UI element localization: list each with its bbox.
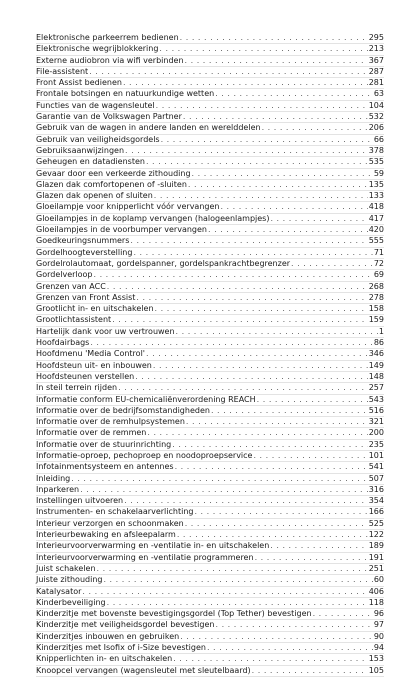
index-entry[interactable] <box>36 236 384 247</box>
dot-leader <box>215 620 372 630</box>
entry-label: Hoofdsteun uit- en inbouwen <box>36 360 152 370</box>
index-entry[interactable] <box>36 101 384 112</box>
entry-label: Gordelverloop <box>36 270 93 280</box>
dot-leader <box>107 598 368 608</box>
entry-label: Functies van de wagensleutel <box>36 100 155 110</box>
index-entry[interactable] <box>36 587 384 598</box>
dot-leader <box>194 507 367 517</box>
entry-label: Informatie over de remmen <box>36 428 147 438</box>
dot-leader <box>154 191 368 201</box>
entry-page: 257 <box>368 383 384 393</box>
index-entry[interactable] <box>36 169 384 180</box>
dot-leader <box>125 146 368 156</box>
entry-label: Elektronische wegrijblokkering <box>36 44 159 54</box>
dot-leader <box>257 395 368 405</box>
entry-label: Glazen dak openen of sluiten <box>36 191 153 201</box>
index-entry[interactable] <box>36 440 384 451</box>
entry-label: Interieur verzorgen en schoonmaken <box>36 518 184 528</box>
index-entry[interactable] <box>36 372 384 383</box>
index-entry[interactable] <box>36 643 384 654</box>
dot-leader <box>112 315 368 325</box>
entry-label: Frontale botsingen en natuurkundige wetten <box>36 89 215 99</box>
entry-label: Gordelrolautomaat, gordelspanner, gordelspankrachtbegrenzer <box>36 258 291 268</box>
index-entry[interactable] <box>36 654 384 665</box>
dot-leader <box>90 338 372 348</box>
entry-page: 541 <box>368 462 384 472</box>
dot-leader <box>215 89 373 99</box>
entry-page: 69 <box>373 270 384 280</box>
index-entry[interactable] <box>36 78 384 89</box>
dot-leader <box>291 259 373 269</box>
index-entry[interactable] <box>36 33 384 44</box>
entry-label: Inleiding <box>36 473 71 483</box>
dot-leader <box>253 451 367 461</box>
entry-label: Grenzen van ACC <box>36 281 106 291</box>
dot-leader <box>180 33 368 43</box>
index-entry[interactable] <box>36 248 384 259</box>
index-entry[interactable] <box>36 383 384 394</box>
entry-page: 251 <box>368 563 384 573</box>
entry-page: 367 <box>368 55 384 65</box>
index-entry[interactable] <box>36 553 384 564</box>
index-entry[interactable] <box>36 180 384 191</box>
entry-page: 378 <box>368 145 384 155</box>
entry-page: 316 <box>368 484 384 494</box>
entry-page: 104 <box>368 100 384 110</box>
index-entry[interactable] <box>36 632 384 643</box>
entry-page: 406 <box>368 586 384 596</box>
entry-page: 507 <box>368 473 384 483</box>
dot-leader <box>172 440 367 450</box>
index-entry[interactable] <box>36 666 384 677</box>
dot-leader <box>136 293 367 303</box>
dot-leader <box>156 101 368 111</box>
entry-label: Elektronische parkeerrem bedienen <box>36 33 179 42</box>
entry-label: Kinderzitjes met Isofix of i-Size bevestigen <box>36 643 206 653</box>
entry-page: 148 <box>368 371 384 381</box>
entry-page: 532 <box>368 112 384 122</box>
index-entry[interactable] <box>36 259 384 270</box>
entry-page: 1 <box>378 326 384 336</box>
dot-leader <box>175 462 368 472</box>
entry-page: 90 <box>373 631 384 641</box>
entry-page: 166 <box>368 507 384 517</box>
dot-leader <box>313 609 373 619</box>
entry-label: Front Assist bedienen <box>36 78 122 88</box>
entry-label: Katalysator <box>36 586 82 596</box>
dot-leader <box>211 406 368 416</box>
entry-label: Garantie van de Volkswagen Partner <box>36 112 182 122</box>
entry-page: 71 <box>373 247 384 257</box>
entry-label: Hartelijk dank voor uw vertrouwen <box>36 326 175 336</box>
entry-page: 268 <box>368 281 384 291</box>
entry-page: 525 <box>368 518 384 528</box>
entry-label: Gebruiksaanwijzingen <box>36 145 125 155</box>
index-entry[interactable] <box>36 327 384 338</box>
dot-leader <box>185 56 368 66</box>
dot-leader <box>183 112 368 122</box>
entry-label: Gordelhoogteverstelling <box>36 247 133 257</box>
dot-leader <box>97 564 368 574</box>
index-entry[interactable] <box>36 406 384 417</box>
entry-page: 295 <box>368 33 384 42</box>
entry-page: 535 <box>368 157 384 167</box>
entry-label: Gebruik van de wagen in andere landen en werelddelen <box>36 123 261 133</box>
dot-leader <box>180 632 373 642</box>
index-entry[interactable] <box>36 417 384 428</box>
entry-label: Gloeilampjes in de voorbumper vervangen <box>36 225 207 235</box>
entry-label: Informatie over de remhulpsystemen <box>36 417 185 427</box>
entry-page: 235 <box>368 439 384 449</box>
index-entry[interactable] <box>36 270 384 281</box>
entry-page: 97 <box>373 620 384 630</box>
entry-page: 135 <box>368 179 384 189</box>
entry-page: 516 <box>368 405 384 415</box>
dot-leader <box>123 78 368 88</box>
entry-page: 281 <box>368 78 384 88</box>
index-entry[interactable] <box>36 123 384 134</box>
entry-page: 354 <box>368 496 384 506</box>
index-entry[interactable] <box>36 89 384 100</box>
dot-leader <box>159 44 367 54</box>
entry-page: 543 <box>368 394 384 404</box>
index-entry[interactable] <box>36 304 384 315</box>
dot-leader <box>135 372 368 382</box>
index-entry[interactable] <box>36 135 384 146</box>
index-entry[interactable] <box>36 44 384 55</box>
dot-leader <box>173 654 368 664</box>
index-entry[interactable] <box>36 598 384 609</box>
dot-leader <box>124 496 368 506</box>
entry-page: 133 <box>368 191 384 201</box>
dot-leader <box>89 67 368 77</box>
entry-label: Hoofdsteunen verstellen <box>36 371 135 381</box>
index-entry[interactable] <box>36 530 384 541</box>
entry-label: Grenzen van Front Assist <box>36 292 136 302</box>
index-entry[interactable] <box>36 112 384 123</box>
index-entry[interactable] <box>36 474 384 485</box>
entry-page: 418 <box>368 202 384 212</box>
dot-leader <box>186 417 368 427</box>
dot-leader <box>71 474 367 484</box>
index-entry[interactable] <box>36 202 384 213</box>
index-entry[interactable] <box>36 214 384 225</box>
dot-leader <box>192 169 373 179</box>
entry-label: Kinderzitjes inbouwen en gebruiken <box>36 631 180 641</box>
index-entry[interactable] <box>36 485 384 496</box>
entry-page: 105 <box>368 665 384 675</box>
index-entry[interactable] <box>36 225 384 236</box>
dot-leader <box>118 383 368 393</box>
entry-label: Instrumenten- en schakelaarverlichting <box>36 507 194 517</box>
entry-label: Glazen dak comfortopenen of -sluiten <box>36 179 187 189</box>
entry-page: 278 <box>368 292 384 302</box>
entry-page: 63 <box>373 89 384 99</box>
index-entry[interactable] <box>36 541 384 552</box>
dot-leader <box>146 157 368 167</box>
entry-label: Gebruik van veiligheidsgordels <box>36 134 160 144</box>
entry-label: Informatie over de bedrijfsomstandigheden <box>36 405 210 415</box>
index-entry[interactable] <box>36 507 384 518</box>
entry-label: Hoofdmenu 'Media Control' <box>36 349 145 359</box>
index-entry[interactable] <box>36 146 384 157</box>
dot-leader <box>177 530 368 540</box>
entry-label: Gevaar door een verkeerde zithouding <box>36 168 191 178</box>
entry-label: Instellingen uitvoeren <box>36 496 124 506</box>
entry-page: 213 <box>368 44 384 54</box>
dot-leader <box>252 666 368 676</box>
entry-page: 200 <box>368 428 384 438</box>
entry-page: 287 <box>368 66 384 76</box>
index-entry[interactable] <box>36 315 384 326</box>
dot-leader <box>270 214 367 224</box>
dot-leader <box>155 304 368 314</box>
index-entry[interactable] <box>36 191 384 202</box>
entry-label: File-assistent <box>36 66 89 76</box>
entry-label: Informatie over de stuurinrichting <box>36 439 172 449</box>
entry-page: 122 <box>368 530 384 540</box>
entry-page: 60 <box>373 575 384 585</box>
entry-label: Grootlicht in- en uitschakelen <box>36 304 154 314</box>
entry-page: 66 <box>373 134 384 144</box>
entry-label: Knipperlichten in- en uitschakelen <box>36 654 173 664</box>
entry-label: Hoofdairbags <box>36 338 90 348</box>
index-entry[interactable] <box>36 451 384 462</box>
entry-label: Knoopcel vervangen (wagensleutel met sleutelbaard) <box>36 665 251 675</box>
index-entry[interactable] <box>36 293 384 304</box>
entry-label: Goedkeuringsnummers <box>36 236 130 246</box>
dot-leader <box>103 575 372 585</box>
entry-label: Inparkeren <box>36 484 80 494</box>
entry-page: 86 <box>373 338 384 348</box>
dot-leader <box>94 270 373 280</box>
entry-label: Juiste zithouding <box>36 575 103 585</box>
index-entry[interactable] <box>36 349 384 360</box>
index-list <box>36 33 384 677</box>
entry-page: 555 <box>368 236 384 246</box>
entry-label: Informatie-oproep, pechoproep en noodoproepservice <box>36 450 253 460</box>
entry-page: 346 <box>368 349 384 359</box>
entry-page: 189 <box>368 541 384 551</box>
dot-leader <box>208 225 368 235</box>
dot-leader <box>207 643 373 653</box>
index-entry[interactable] <box>36 282 384 293</box>
entry-label: Kinderbeveiliging <box>36 597 106 607</box>
dot-leader <box>270 541 367 551</box>
entry-label: Gloeilampje voor knipperlicht vóór vervangen <box>36 202 220 212</box>
dot-leader <box>153 361 368 371</box>
dot-leader <box>161 135 373 145</box>
dot-leader <box>185 519 368 529</box>
index-entry[interactable] <box>36 157 384 168</box>
dot-leader <box>133 248 372 258</box>
index-entry[interactable] <box>36 575 384 586</box>
dot-leader <box>255 553 368 563</box>
entry-page: 206 <box>368 123 384 133</box>
dot-leader <box>262 123 368 133</box>
entry-label: Geheugen en datadiensten <box>36 157 145 167</box>
index-entry[interactable] <box>36 67 384 78</box>
entry-page: 94 <box>373 643 384 653</box>
entry-label: Gloeilampjes in de koplamp vervangen (halogeenlampjes) <box>36 213 270 223</box>
entry-label: Infotainmentsysteem en antennes <box>36 462 174 472</box>
index-entry[interactable] <box>36 462 384 473</box>
entry-label: Interieurbewaking en afsleepalarm <box>36 530 176 540</box>
entry-page: 101 <box>368 450 384 460</box>
dot-leader <box>107 282 368 292</box>
index-entry[interactable] <box>36 361 384 372</box>
dot-leader <box>188 180 368 190</box>
entry-label: Interieurvoorverwarming en -ventilatie in- en uitschakelen <box>36 541 270 551</box>
index-entry[interactable] <box>36 519 384 530</box>
entry-label: Externe audiobron via wifi verbinden <box>36 55 184 65</box>
entry-label: Kinderzitje met veiligheidsgordel bevestigen <box>36 620 215 630</box>
entry-page: 149 <box>368 360 384 370</box>
dot-leader <box>176 327 378 337</box>
index-entry[interactable] <box>36 620 384 631</box>
index-entry[interactable] <box>36 609 384 620</box>
index-entry[interactable] <box>36 338 384 349</box>
index-entry[interactable] <box>36 564 384 575</box>
dot-leader <box>82 587 367 597</box>
entry-page: 159 <box>368 315 384 325</box>
dot-leader <box>80 485 368 495</box>
dot-leader <box>220 202 367 212</box>
entry-page: 59 <box>373 168 384 178</box>
entry-label: Grootlichtassistent <box>36 315 112 325</box>
entry-page: 118 <box>368 597 384 607</box>
entry-label: Informatie conform EU-chemicaliënverordening REACH <box>36 394 256 404</box>
dot-leader <box>130 236 367 246</box>
entry-label: In steil terrein rijden <box>36 383 118 393</box>
index-entry[interactable] <box>36 428 384 439</box>
entry-page: 96 <box>373 609 384 619</box>
dot-leader <box>147 428 367 438</box>
entry-label: Juist schakelen <box>36 563 96 573</box>
index-entry[interactable] <box>36 56 384 67</box>
entry-page: 321 <box>368 417 384 427</box>
entry-label: Kinderzitje met bovenste bevestigingsgordel (Top Tether) bevestigen <box>36 609 312 619</box>
entry-page: 420 <box>368 225 384 235</box>
entry-page: 158 <box>368 304 384 314</box>
index-entry[interactable] <box>36 395 384 406</box>
entry-page: 153 <box>368 654 384 664</box>
entry-label: Interieurvoorverwarming en -ventilatie programmeren <box>36 552 254 562</box>
entry-page: 417 <box>368 213 384 223</box>
index-entry[interactable] <box>36 496 384 507</box>
dot-leader <box>146 349 368 359</box>
entry-page: 191 <box>368 552 384 562</box>
entry-page: 72 <box>373 258 384 268</box>
